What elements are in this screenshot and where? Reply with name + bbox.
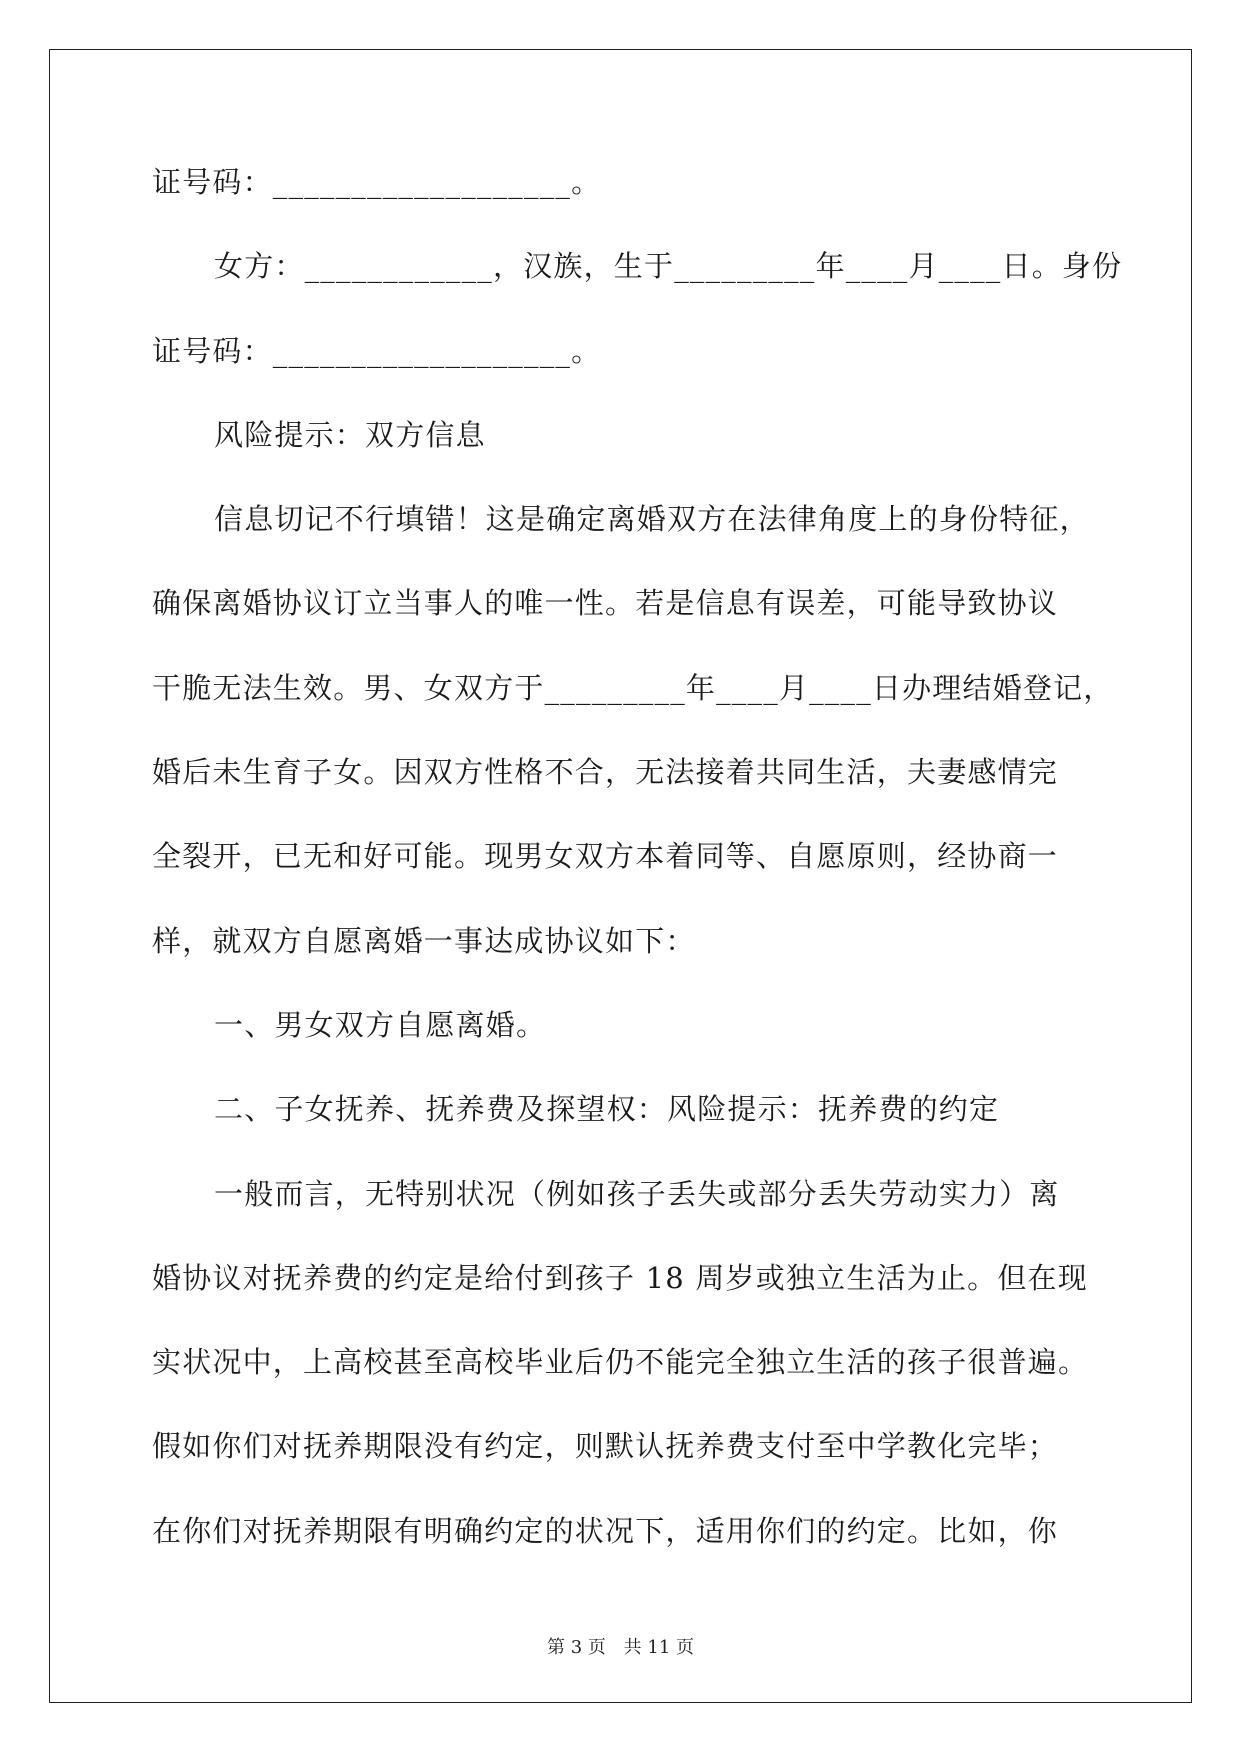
text-line: 在你们对抚养期限有明确约定的状况下，适用你们的约定。比如，你 — [152, 1513, 1059, 1548]
document-body — [152, 160, 1123, 1593]
text-line: 风险提示：双方信息 — [214, 417, 486, 452]
text-line: 干脆无法生效。男、女双方于_________年____月____日办理结婚登记， — [152, 670, 1114, 705]
text-line: 婚协议对抚养费的约定是给付到孩子 18 周岁或独立生活为止。但在现 — [152, 1260, 1088, 1295]
page-number: 第 3 页 — [547, 1637, 606, 1658]
text-line: 信息切记不行填错！这是确定离婚双方在法律角度上的身份特征， — [214, 502, 1090, 537]
text-line: 确保离婚协议订立当事人的唯一性。若是信息有误差，可能导致协议 — [152, 586, 1059, 621]
text-line: 证号码：___________________。 — [152, 333, 602, 368]
text-line: 证号码：___________________。 — [152, 165, 602, 199]
text-line: 女方：____________，汉族，生于_________年____月____日。身份 — [214, 249, 1123, 284]
text-line: 一、男女双方自愿离婚。 — [214, 1007, 547, 1042]
text-line: 样，就双方自愿离婚一事达成协议如下： — [152, 923, 696, 958]
text-line: 假如你们对抚养期限没有约定，则默认抚养费支付至中学教化完毕； — [152, 1429, 1059, 1464]
text-line: 二、子女抚养、抚养费及探望权：风险提示：抚养费的约定 — [214, 1092, 1000, 1127]
page-total: 共 11 页 — [623, 1637, 694, 1658]
text-line: 全裂开，已无和好可能。现男女双方本着同等、自愿原则，经协商一 — [152, 839, 1059, 874]
text-line: 一般而言，无特别状况（例如孩子丢失或部分丢失劳动实力）离 — [214, 1176, 1060, 1211]
page-footer — [0, 1633, 1241, 1659]
text-line: 实状况中，上高校甚至高校毕业后仍不能完全独立生活的孩子很普遍。 — [152, 1345, 1089, 1380]
text-line: 婚后未生育子女。因双方性格不合，无法接着共同生活，夫妻感情完 — [152, 755, 1059, 790]
